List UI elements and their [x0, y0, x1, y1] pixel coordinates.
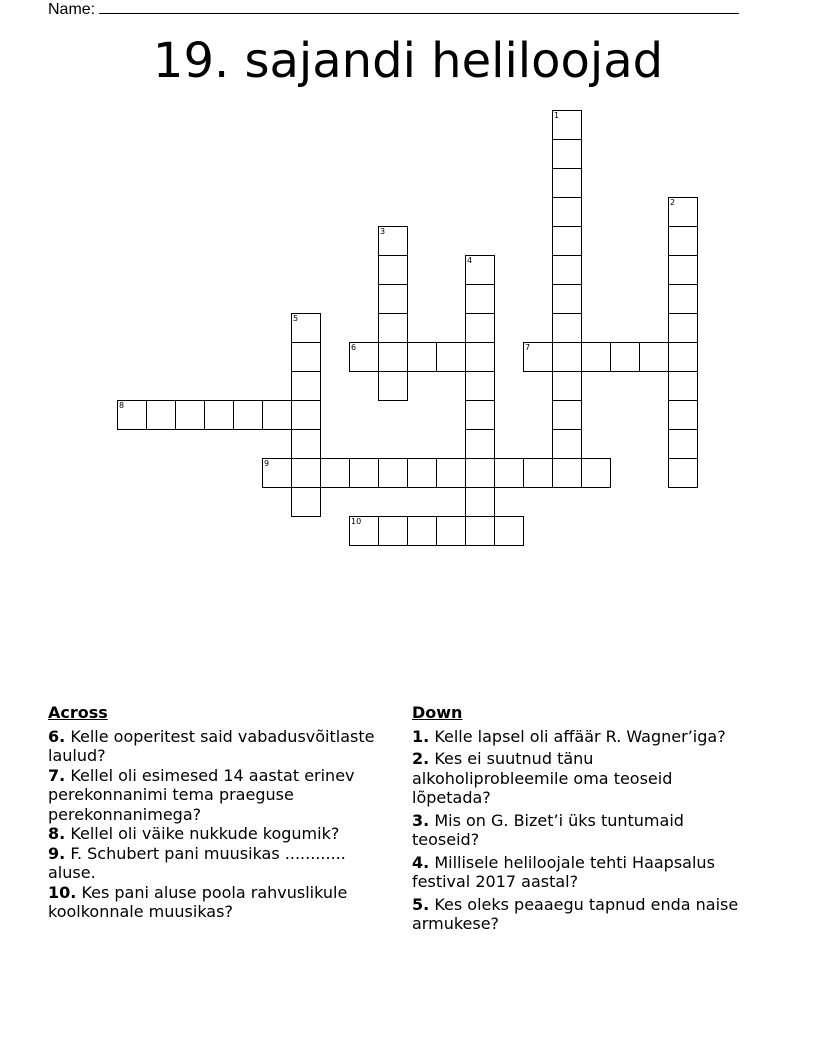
- across-heading: Across: [48, 703, 108, 722]
- grid-cell[interactable]: [378, 284, 408, 314]
- clue-across-6: 6. Kelle ooperitest said vabadusvõitlaste laulud?: [48, 726, 375, 765]
- down-clues: [412, 703, 742, 937]
- clue-number: 8: [119, 401, 125, 410]
- grid-cell[interactable]: [552, 458, 582, 488]
- grid-cell[interactable]: [175, 400, 205, 430]
- grid-cell[interactable]: [407, 516, 437, 546]
- grid-cell[interactable]: [668, 400, 698, 430]
- grid-cell[interactable]: [668, 226, 698, 256]
- clue-number: 10: [351, 517, 362, 526]
- grid-cell[interactable]: [465, 313, 495, 343]
- grid-cell[interactable]: [552, 255, 582, 285]
- grid-cell[interactable]: [378, 371, 408, 401]
- grid-cell[interactable]: [523, 458, 553, 488]
- grid-cell[interactable]: [291, 342, 321, 372]
- grid-cell[interactable]: [552, 168, 582, 198]
- clue-number: 5: [293, 314, 299, 323]
- down-heading: Down: [412, 703, 463, 722]
- grid-cell[interactable]: [581, 342, 611, 372]
- clue-across-10: 10. Kes pani aluse poola rahvuslikule koolkonnale muusikas?: [48, 882, 348, 921]
- grid-cell[interactable]: [291, 313, 321, 343]
- clue-number: 2: [670, 198, 676, 207]
- grid-cell[interactable]: [349, 516, 379, 546]
- grid-cell[interactable]: [552, 313, 582, 343]
- grid-cell[interactable]: [378, 226, 408, 256]
- clue-number: 9: [264, 459, 270, 468]
- grid-cell[interactable]: [436, 516, 466, 546]
- grid-cell[interactable]: [552, 139, 582, 169]
- grid-cell[interactable]: [552, 429, 582, 459]
- clue-down-5: 5. Kes oleks peaaegu tapnud enda naise armukese?: [412, 894, 739, 933]
- grid-cell[interactable]: [523, 342, 553, 372]
- grid-cell[interactable]: [552, 400, 582, 430]
- name-field: [48, 0, 739, 19]
- grid-cell[interactable]: [378, 255, 408, 285]
- grid-cell[interactable]: [349, 458, 379, 488]
- grid-cell[interactable]: [668, 197, 698, 227]
- grid-cell[interactable]: [668, 284, 698, 314]
- grid-cell[interactable]: [465, 255, 495, 285]
- grid-cell[interactable]: [378, 458, 408, 488]
- clue-number: 7: [525, 343, 531, 352]
- grid-cell[interactable]: [494, 458, 524, 488]
- grid-cell[interactable]: [465, 342, 495, 372]
- grid-cell[interactable]: [378, 313, 408, 343]
- page-title: 19. sajandi heliloojad: [152, 33, 664, 89]
- grid-cell[interactable]: [291, 487, 321, 517]
- grid-cell[interactable]: [291, 458, 321, 488]
- grid-cell[interactable]: [146, 400, 176, 430]
- grid-cell[interactable]: [465, 284, 495, 314]
- grid-cell[interactable]: [668, 313, 698, 343]
- grid-cell[interactable]: [291, 371, 321, 401]
- grid-cell[interactable]: [291, 429, 321, 459]
- grid-cell[interactable]: [378, 516, 408, 546]
- across-clues: [48, 703, 393, 922]
- grid-cell[interactable]: [262, 458, 292, 488]
- clue-down-1: 1. Kelle lapsel oli affäär R. Wagner’iga?: [412, 726, 726, 746]
- grid-cell[interactable]: [668, 429, 698, 459]
- grid-cell[interactable]: [436, 342, 466, 372]
- grid-cell[interactable]: [465, 371, 495, 401]
- grid-cell[interactable]: [552, 226, 582, 256]
- grid-cell[interactable]: [204, 400, 234, 430]
- clue-across-7: 7. Kellel oli esimesed 14 aastat erinev perekonnanimi tema praeguse perekonnanimega?: [48, 765, 355, 824]
- grid-cell[interactable]: [378, 342, 408, 372]
- clue-down-2: 2. Kes ei suutnud tänu alkoholiprobleemile oma teoseid lõpetada?: [412, 749, 673, 807]
- clue-across-8: 8. Kellel oli väike nukkude kogumik?: [48, 824, 340, 843]
- grid-cell[interactable]: [552, 110, 582, 140]
- grid-cell[interactable]: [639, 342, 669, 372]
- clue-down-3: 3. Mis on G. Bizet’i üks tuntumaid teoseid?: [412, 810, 684, 849]
- grid-cell[interactable]: [320, 458, 350, 488]
- grid-cell[interactable]: [465, 429, 495, 459]
- clue-down-4: 4. Millisele heliloojale tehti Haapsalus festival 2017 aastal?: [412, 852, 715, 891]
- grid-cell[interactable]: [465, 458, 495, 488]
- grid-cell[interactable]: [291, 400, 321, 430]
- grid-cell[interactable]: [117, 400, 147, 430]
- grid-cell[interactable]: [465, 516, 495, 546]
- grid-cell[interactable]: [552, 371, 582, 401]
- grid-cell[interactable]: [552, 284, 582, 314]
- name-underline[interactable]: [99, 0, 739, 14]
- clue-number: 6: [351, 343, 357, 352]
- clue-number: 3: [380, 227, 386, 236]
- grid-cell[interactable]: [349, 342, 379, 372]
- grid-cell[interactable]: [610, 342, 640, 372]
- grid-cell[interactable]: [552, 342, 582, 372]
- grid-cell[interactable]: [262, 400, 292, 430]
- grid-cell[interactable]: [436, 458, 466, 488]
- grid-cell[interactable]: [581, 458, 611, 488]
- name-label: Name:: [48, 1, 96, 18]
- grid-cell[interactable]: [465, 487, 495, 517]
- clue-across-9: 9. F. Schubert pani muusikas ............ aluse.: [48, 843, 346, 882]
- clue-number: 1: [554, 111, 560, 120]
- grid-cell[interactable]: [668, 458, 698, 488]
- grid-cell[interactable]: [668, 371, 698, 401]
- grid-cell[interactable]: [407, 458, 437, 488]
- grid-cell[interactable]: [668, 255, 698, 285]
- grid-cell[interactable]: [494, 516, 524, 546]
- grid-cell[interactable]: [465, 400, 495, 430]
- grid-cell[interactable]: [407, 342, 437, 372]
- clue-number: 4: [467, 256, 473, 265]
- grid-cell[interactable]: [233, 400, 263, 430]
- grid-cell[interactable]: [552, 197, 582, 227]
- grid-cell[interactable]: [668, 342, 698, 372]
